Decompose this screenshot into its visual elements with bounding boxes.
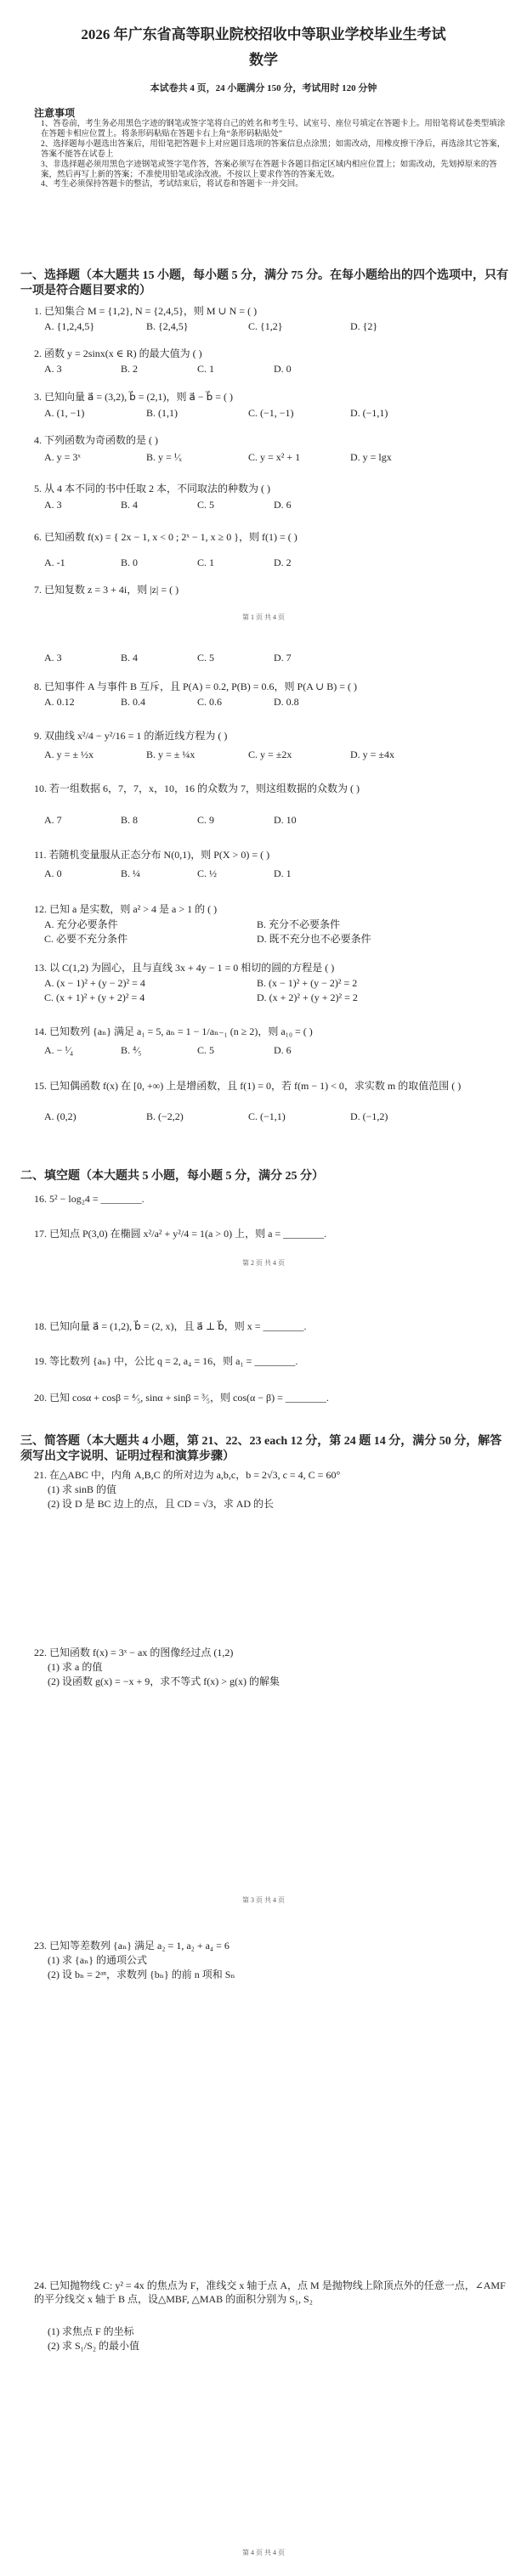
- question-15: 15. 已知偶函数 f(x) 在 [0, +∞) 上是增函数，且 f(1) = 0，若 f(m − 1) < 0，求实数 m 的取值范围 ( ): [34, 1080, 462, 1092]
- question-1: 1. 已知集合 M = {1,2}, N = {2,4,5}，则 M ∪ N = ( ): [34, 305, 258, 317]
- option-c: C. (−1,1): [248, 1110, 286, 1122]
- option-b: B. (1,1): [146, 407, 178, 419]
- option-d: D. (x + 2)² + (y + 2)² = 2: [257, 991, 358, 1003]
- option-b: B. 0.4: [121, 696, 146, 708]
- page-footer: 第 4 页 共 4 页: [242, 2549, 285, 2556]
- option-b: B. y = ¹⁄ₓ: [146, 451, 182, 463]
- option-d: D. 6: [274, 1044, 292, 1056]
- question-21: 21. 在△ABC 中，内角 A,B,C 的所对边为 a,b,c，b = 2√3, c = 4, C = 60°: [34, 1469, 341, 1481]
- option-b: B. y = ± ¼x: [146, 749, 196, 760]
- option-b: B. 0: [121, 556, 139, 568]
- option-b: B. 2: [121, 363, 139, 375]
- question-14: 14. 已知数列 {aₙ} 满足 a₁ = 5, aₙ = 1 − 1/aₙ₋₁ (n ≥ 2)，则 a₁₀ = ( ): [34, 1025, 313, 1037]
- option-b: B. ¼: [121, 867, 141, 879]
- question-7: 7. 已知复数 z = 3 + 4i，则 |z| = ( ): [34, 584, 179, 596]
- note-item: 2、选择题每小题选出答案后，用铅笔把答题卡上对应题目选项的答案信息点涂黑；如需改动，用橡皮擦干净后，再选涂其它答案，答案不能答在试卷上: [41, 139, 506, 159]
- option-a: A. (0,2): [44, 1110, 76, 1122]
- question-13-options-row1: [44, 976, 503, 990]
- option-c: C. 1: [197, 363, 215, 375]
- option-a: A. 充分必要条件: [44, 918, 118, 930]
- option-b: B. ⁴⁄₅: [121, 1044, 142, 1056]
- option-d: D. y = ±4x: [350, 749, 395, 760]
- option-a: A. y = 3ˣ: [44, 451, 81, 463]
- question-17: 17. 已知点 P(3,0) 在椭圆 x²/a² + y²/4 = 1(a > 0) 上，则 a = ________.: [34, 1228, 327, 1240]
- page-footer: 第 1 页 共 4 页: [242, 613, 285, 621]
- question-3: 3. 已知向量 a⃗ = (3,2), b⃗ = (2,1)，则 a⃗ − b⃗ = ( ): [34, 391, 233, 403]
- option-a: A. 3: [44, 363, 62, 375]
- option-a: A. y = ± ½x: [44, 749, 94, 760]
- note-item: 3、非选择题必须用黑色字迹钢笔或签字笔作答，答案必须写在答题卡各题目指定区域内相应位置上；如需改动，先划掉原来的答案，然后再写上新的答案；不准使用铅笔或涂改液。不按以上要求作答的答案无效。: [41, 160, 497, 179]
- page-4: [0, 1917, 527, 2576]
- option-d: D. 2: [274, 556, 292, 568]
- section-heading-choice: 一、选择题（本大题共 15 小题，每小题 5 分，满分 75 分。在每小题给出的四个选项中，只有一项是符合题目要求的）: [20, 269, 508, 298]
- question-8: 8. 已知事件 A 与事件 B 互斥，且 P(A) = 0.2, P(B) = 0.6，则 P(A ∪ B) = ( ): [34, 681, 358, 692]
- option-a: A. 3: [44, 652, 62, 664]
- option-b: B. {2,4,5}: [146, 320, 189, 332]
- question-3-options: [44, 406, 503, 420]
- page-1: [0, 0, 527, 641]
- option-d: D. y = lgx: [350, 451, 392, 463]
- question-23-part-2: (2) 设 bₙ = 2ᵃⁿ，求数列 {bₙ} 的前 n 项和 Sₙ: [48, 1969, 235, 1980]
- page-footer: 第 2 页 共 4 页: [242, 1259, 285, 1267]
- question-5: 5. 从 4 本不同的书中任取 2 本，不同取法的种数为 ( ): [34, 483, 270, 494]
- option-b: B. (−2,2): [146, 1110, 184, 1122]
- option-c: C. 必要不充分条件: [44, 933, 128, 945]
- option-c: C. 5: [197, 652, 215, 664]
- question-4-options: [44, 450, 503, 464]
- option-c: C. (−1, −1): [248, 407, 294, 419]
- option-a: A. 0: [44, 867, 62, 879]
- question-11: 11. 若随机变量服从正态分布 N(0,1)，则 P(X > 0) = ( ): [34, 849, 270, 861]
- question-24-part-1: (1) 求焦点 F 的坐标: [48, 2325, 134, 2337]
- question-20: 20. 已知 cosα + cosβ = ⁴⁄₅, sinα + sinβ = ³⁄₅，则 cos(α − β) = ________.: [34, 1392, 329, 1404]
- question-12: 12. 已知 a 是实数，则 a² > 4 是 a > 1 的 ( ): [34, 903, 218, 915]
- option-a: A. {1,2,4,5}: [44, 320, 95, 332]
- question-9: 9. 双曲线 x²/4 − y²/16 = 1 的渐近线方程为 ( ): [34, 730, 228, 742]
- option-d: D. {2}: [350, 320, 378, 332]
- option-d: D. 既不充分也不必要条件: [257, 933, 371, 945]
- option-c: C. 1: [197, 556, 215, 568]
- question-16: 16. 5² − log₂4 = ________.: [34, 1193, 144, 1205]
- question-18: 18. 已知向量 a⃗ = (1,2), b⃗ = (2, x)，且 a⃗ ⊥ b⃗，则 x = ________.: [34, 1320, 307, 1332]
- option-c: C. (x + 1)² + (y + 2)² = 4: [44, 991, 145, 1003]
- note-item: 4、考生必须保持答题卡的整洁，考试结束后，将试卷和答题卡一并交回。: [41, 180, 303, 189]
- question-12-options-row2: [44, 932, 503, 946]
- question-13-options-row2: [44, 991, 503, 1004]
- question-22-part-2: (2) 设函数 g(x) = −x + 9，求不等式 f(x) > g(x) 的解集: [48, 1675, 280, 1687]
- option-b: B. 8: [121, 814, 139, 826]
- question-10: 10. 若一组数据 6，7，7，x，10，16 的众数为 7，则这组数据的众数为 ( ): [34, 782, 360, 794]
- option-a: A. 7: [44, 814, 62, 826]
- notes-heading: 注意事项: [34, 107, 76, 119]
- page-footer: 第 3 页 共 4 页: [242, 1896, 285, 1904]
- exam-subject: 数学: [249, 52, 278, 68]
- question-13: 13. 以 C(1,2) 为圆心，且与直线 3x + 4y − 1 = 0 相切的圆的方程是 ( ): [34, 962, 335, 974]
- option-d: D. 10: [274, 814, 297, 826]
- page-2: [0, 641, 527, 1279]
- question-2: 2. 函数 y = 2sinx(x ∈ R) 的最大值为 ( ): [34, 347, 202, 359]
- question-23-part-1: (1) 求 {aₙ} 的通项公式: [48, 1954, 148, 1966]
- question-6-options: [44, 556, 503, 569]
- question-10-options: [44, 813, 503, 827]
- option-a: A. − ¹⁄₄: [44, 1044, 74, 1056]
- question-22: 22. 已知函数 f(x) = 3ˣ − ax 的图像经过点 (1,2): [34, 1647, 234, 1658]
- question-9-options: [44, 748, 503, 761]
- question-11-options: [44, 867, 503, 880]
- question-21-part-1: (1) 求 sinB 的值: [48, 1483, 117, 1495]
- option-b: B. (x − 1)² + (y − 2)² = 2: [257, 977, 358, 989]
- question-19: 19. 等比数列 {aₙ} 中，公比 q = 2, a₄ = 16，则 a₁ = ________.: [34, 1355, 298, 1367]
- page-3: [0, 1279, 527, 1917]
- notes-block: [34, 106, 510, 190]
- option-c: C. 0.6: [197, 696, 223, 708]
- exam-title: 2026 年广东省高等职业院校招收中等职业学校毕业生考试: [81, 26, 446, 42]
- option-d: D. 1: [274, 867, 292, 879]
- question-15-options: [44, 1110, 503, 1123]
- question-24: 24. 已知抛物线 C: y² = 4x 的焦点为 F，准线交 x 轴于点 A，点 M 是抛物线上除顶点外的任意一点，∠AMF 的平分线交 x 轴于 B 点，设△MBF, △MAB 的面积分别为 S₁, S₂: [34, 2279, 506, 2306]
- question-24-part-2: (2) 求 S₁/S₂ 的最小值: [48, 2340, 140, 2352]
- option-c: C. 9: [197, 814, 215, 826]
- question-21-part-2: (2) 设 D 是 BC 边上的点，且 CD = √3，求 AD 的长: [48, 1498, 275, 1510]
- option-c: C. 5: [197, 499, 215, 511]
- exam-info: 本试卷共 4 页，24 小题满分 150 分，考试用时 120 分钟: [150, 83, 377, 93]
- question-7-options: [44, 651, 503, 664]
- option-a: A. (x − 1)² + (y − 2)² = 4: [44, 977, 145, 989]
- question-8-options: [44, 695, 503, 709]
- option-d: D. 6: [274, 499, 292, 511]
- note-item: 1、答卷前，考生务必用黑色字迹的钢笔或签字笔将自己的姓名和考生号、试室号、座位号填定在答题卡上。用铅笔将试卷类型填涂在答题卡相应位置上。将条形码粘贴在答题卡右上角“条形码粘贴处”: [41, 120, 506, 139]
- section-heading-fill: 二、填空题（本大题共 5 小题，每小题 5 分，满分 25 分）: [20, 1170, 324, 1183]
- question-2-options: [44, 362, 503, 376]
- option-a: A. 3: [44, 499, 62, 511]
- question-12-options-row1: [44, 918, 503, 931]
- option-d: D. (−1,1): [350, 407, 388, 419]
- option-c: C. y = ±2x: [248, 749, 292, 760]
- option-d: D. 0.8: [274, 696, 299, 708]
- option-b: B. 充分不必要条件: [257, 918, 341, 930]
- question-14-options: [44, 1043, 503, 1057]
- section-heading-solve: 三、简答题（本大题共 4 小题，第 21、22、23 each 12 分，第 24 题 14 分，满分 50 分，解答须写出文字说明、证明过程和演算步骤）: [20, 1435, 502, 1464]
- question-6: 6. 已知函数 f(x) = { 2x − 1, x < 0 ; 2ˣ − 1, x ≥ 0 }，则 f(1) = ( ): [34, 531, 298, 543]
- option-a: A. -1: [44, 556, 65, 568]
- question-23: 23. 已知等差数列 {aₙ} 满足 a₂ = 1, a₂ + a₄ = 6: [34, 1940, 230, 1952]
- option-a: A. (1, −1): [44, 407, 85, 419]
- option-a: A. 0.12: [44, 696, 75, 708]
- option-d: D. 0: [274, 363, 292, 375]
- option-c: C. ½: [197, 867, 218, 879]
- question-22-part-1: (1) 求 a 的值: [48, 1661, 103, 1673]
- question-1-options: [44, 319, 503, 333]
- option-c: C. {1,2}: [248, 320, 283, 332]
- option-d: D. (−1,2): [350, 1110, 388, 1122]
- option-b: B. 4: [121, 652, 139, 664]
- question-4: 4. 下列函数为奇函数的是 ( ): [34, 434, 158, 446]
- option-c: C. y = x² + 1: [248, 451, 301, 463]
- option-c: C. 5: [197, 1044, 215, 1056]
- question-5-options: [44, 498, 503, 511]
- option-b: B. 4: [121, 499, 139, 511]
- option-d: D. 7: [274, 652, 292, 664]
